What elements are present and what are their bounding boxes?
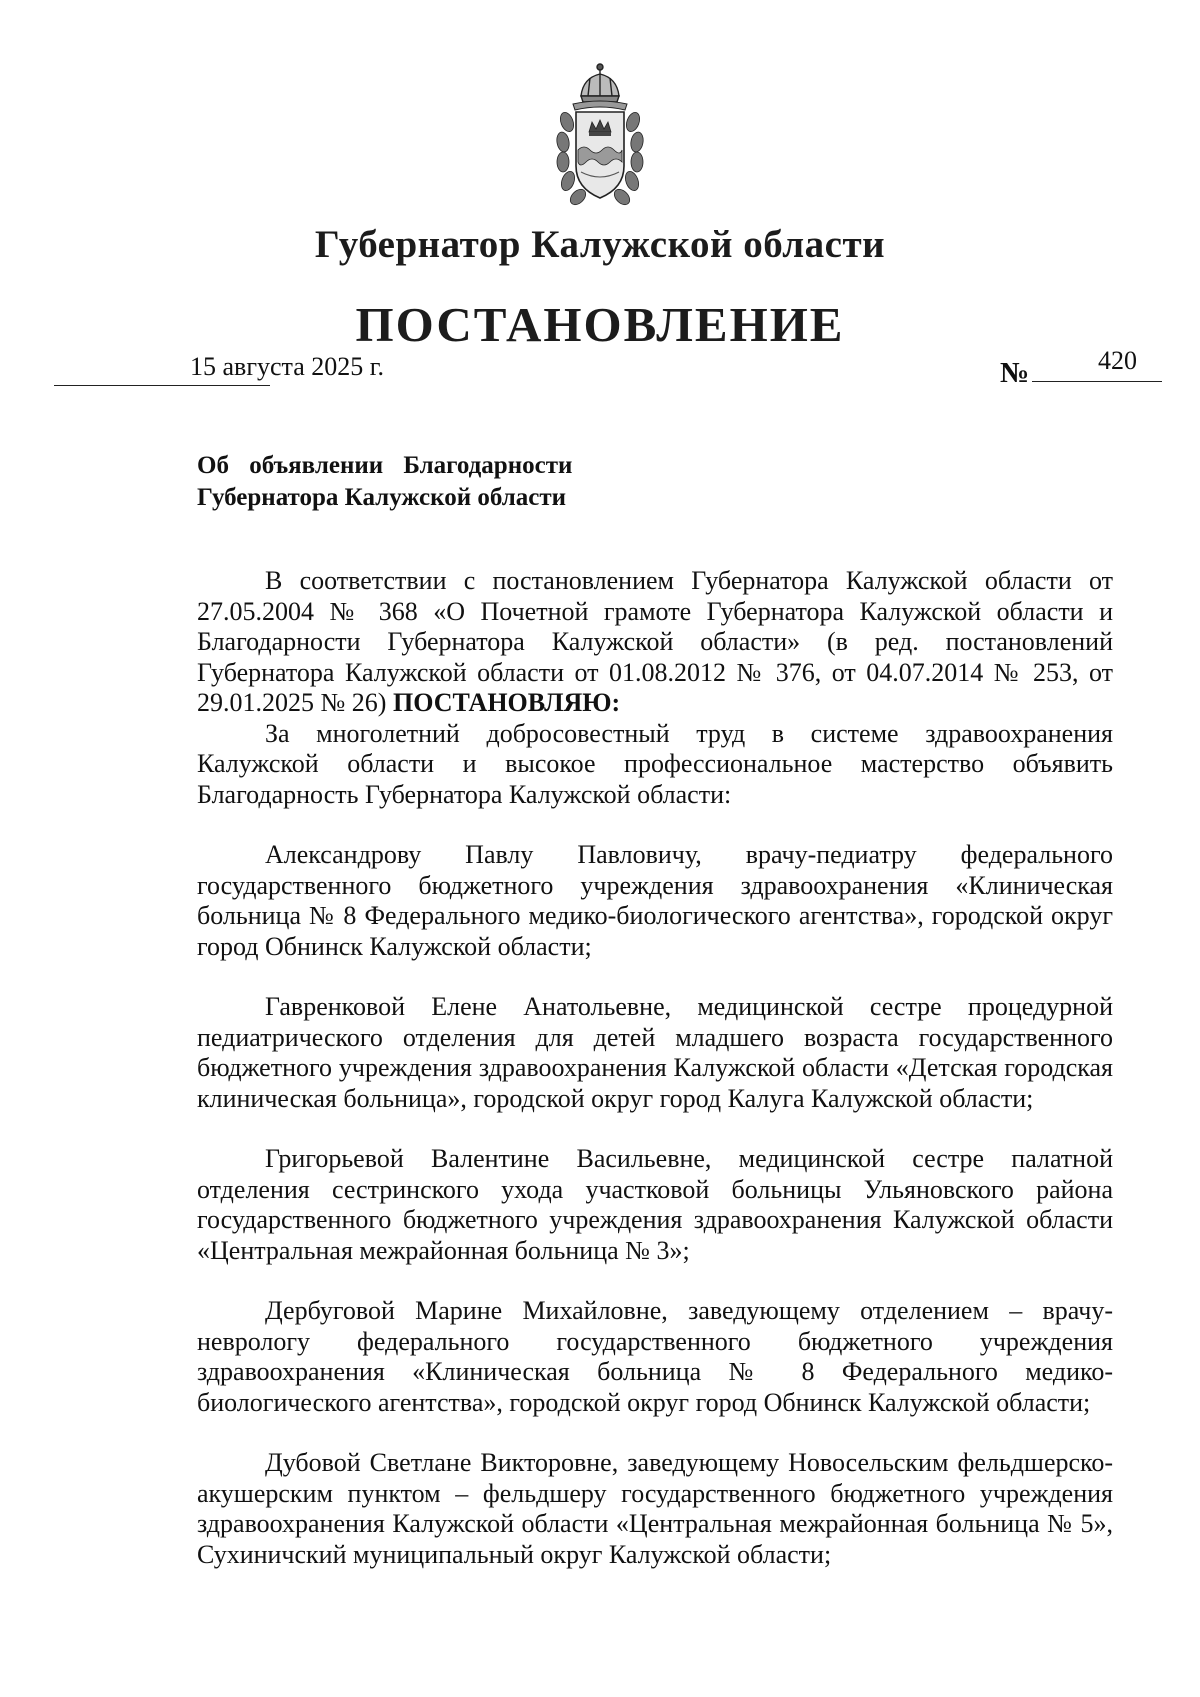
resolve-keyword: ПОСТАНОВЛЯЮ:	[392, 688, 621, 717]
kaluga-oblast-coat-of-arms-icon	[551, 58, 649, 208]
preamble-text: В соответствии с постановлением Губернатора Калужской области от 27.05.2004 № 368 «О Почетной грамоте Губернатора Калужской области и Благодарности Губернатора Калужской области» (в ред. постановлений Губернатора Калужской области от 01.08.2012 № 376, от 04.07.2014 № 253, от 29.01.2025 № 26)	[197, 566, 1113, 717]
awardee-paragraph: Гавренковой Елене Анатольевне, медицинской сестре процедурной педиатрического отделения для детей младшего возраста государственного бюджетного учреждения здравоохранения Калужской области «Детская городская клиническая больница», городской округ город Калуга Калужской области;	[197, 992, 1113, 1113]
awardee-paragraph: Александрову Павлу Павловичу, врачу-педиатру федерального государственного бюджетного учреждения здравоохранения «Клиническая больница № 8 Федерального медико-биологического агентства», городской округ город Обнинск Калужской области;	[197, 840, 1113, 961]
date-underline	[54, 385, 270, 386]
number-underline	[1032, 381, 1162, 382]
subject-line: Об объявлении Благодарности	[197, 452, 573, 479]
issuing-authority: Губернатор Калужской области	[314, 223, 886, 266]
awardee-paragraph: Дербуговой Марине Михайловне, заведующему отделением – врачу-неврологу федерального государственного бюджетного учреждения здравоохранения «Клиническая больница № 8 Федерального медико-биологического агентства», городской округ город Обнинск Калужской области;	[197, 1296, 1113, 1417]
decision-paragraph: За многолетний добросовестный труд в системе здравоохранения Калужской области и высокое профессиональное мастерство объявить Благодарность Губернатора Калужской области:	[197, 718, 1113, 809]
document-date: 15 августа 2025 г.	[190, 352, 384, 381]
document-type-title: ПОСТАНОВЛЕНИЕ	[355, 297, 845, 352]
awardee-paragraph: Григорьевой Валентине Васильевне, медицинской сестре палатной отделения сестринского ухода участковой больницы Ульяновского района государственного бюджетного учреждения здравоохранения Калужской области «Центральная межрайонная больница № 3»;	[197, 1144, 1113, 1265]
document-number: 420	[1098, 346, 1137, 375]
preamble-paragraph	[197, 566, 1113, 719]
document-subject	[197, 450, 757, 514]
awardee-paragraph: Дубовой Светлане Викторовне, заведующему Новосельским фельдшерско-акушерским пунктом – фельдшеру государственного бюджетного учреждения здравоохранения Калужской области «Центральная межрайонная больница № 5», Сухиничский муниципальный округ Калужской области;	[197, 1448, 1113, 1569]
number-sign: №	[1000, 357, 1030, 389]
document-body	[197, 566, 1113, 1570]
subject-line: Губернатора Калужской области	[197, 484, 567, 511]
